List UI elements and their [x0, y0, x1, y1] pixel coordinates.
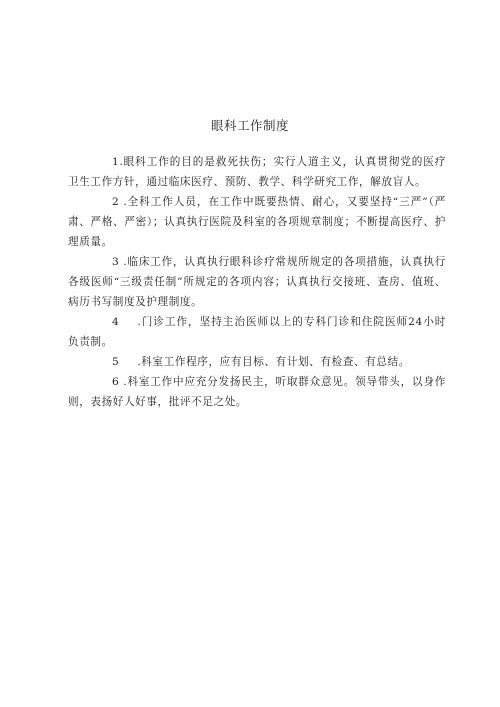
rule-number: 5 [112, 356, 120, 368]
rule-item-4 [68, 312, 446, 352]
rule-number: 3 [112, 256, 120, 268]
rule-number: 4 [112, 316, 120, 328]
rule-item-2 [68, 192, 446, 252]
rule-number: 1. [112, 156, 124, 168]
rule-number: 2 [112, 196, 120, 208]
rule-text: 眼科工作的目的是救死扶伤；实行人道主义，认真贯彻党的医疗卫生工作方针，通过临床医疗、预防、教学、科学研究工作，解放盲人。 [68, 156, 446, 188]
rule-item-3 [68, 252, 446, 312]
rule-text: .临床工作，认真执行眼科诊疗常规所规定的各项措施，认真执行各级医师“三级责任制”所规定的各项内容；认真执行交接班、查房、值班、病历书写制度及护理制度。 [68, 256, 446, 308]
document-body [68, 152, 446, 412]
rule-item-5 [68, 352, 446, 372]
rule-item-6 [68, 372, 446, 412]
rule-item-1 [68, 152, 446, 192]
rule-text: .科室工作程序，应有目标、有计划、有检查、有总结。 [137, 356, 410, 368]
rule-text: .门诊工作，坚持主治医师以上的专科门诊和住院医师24小时负责制。 [68, 316, 446, 348]
rule-text: .科室工作中应充分发扬民主，听取群众意见。领导带头，以身作则，表扬好人好事，批评不足之处。 [68, 376, 446, 408]
rule-number: 6 [112, 376, 120, 388]
rule-text: .全科工作人员，在工作中既要热情、耐心，又要坚持“三严”（严肃、严格、严密）；认真执行医院及科室的各项规章制度；不断提高医疗、护理质量。 [68, 196, 446, 248]
document-title: 眼科工作制度 [210, 118, 289, 133]
